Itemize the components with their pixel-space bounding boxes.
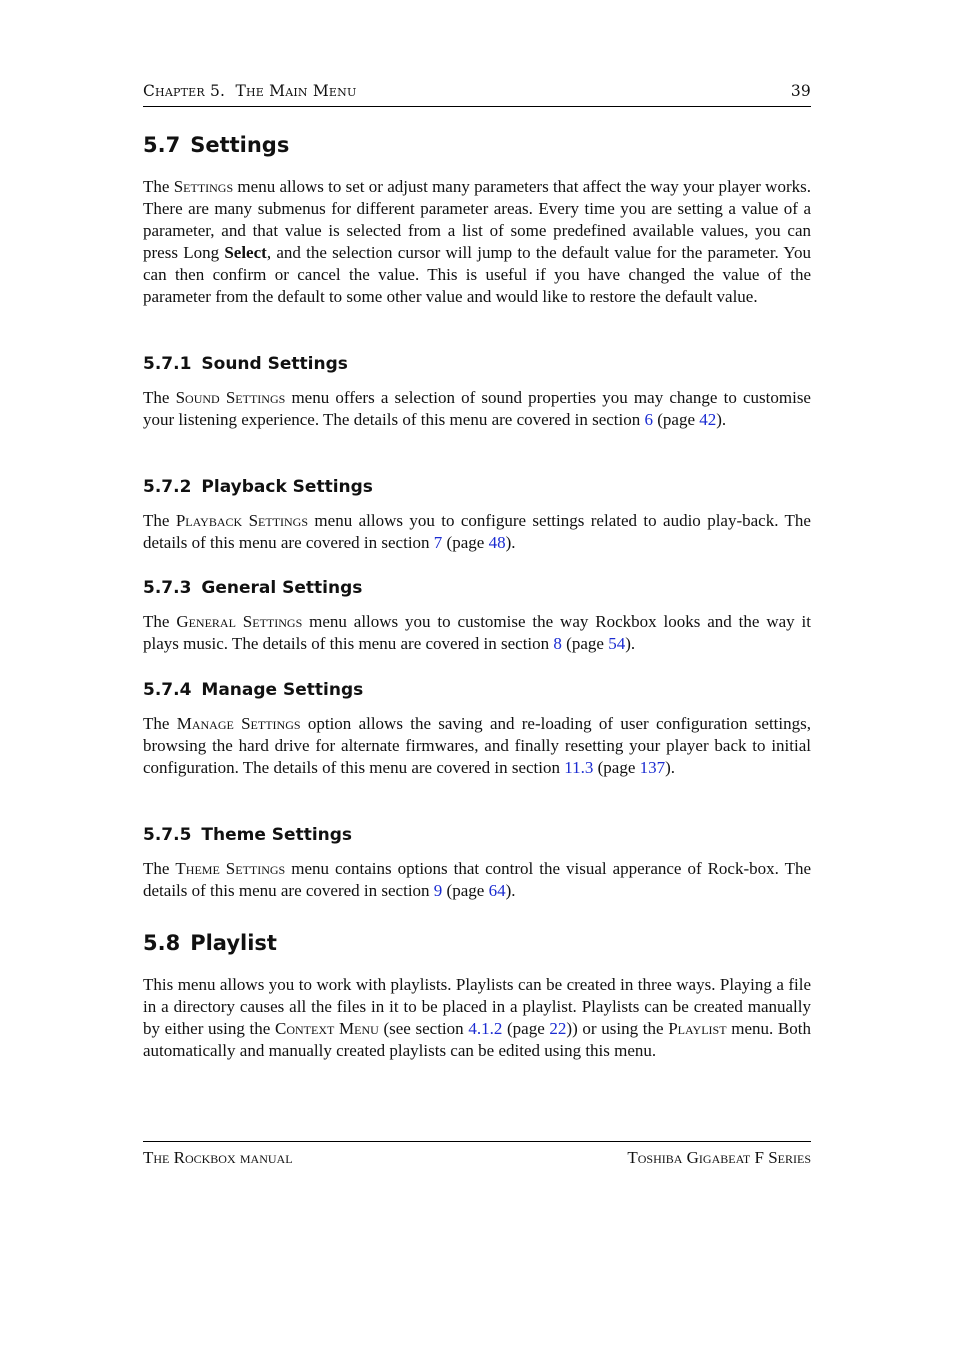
text-run: (page	[502, 1018, 550, 1038]
playback-settings-paragraph	[143, 510, 811, 554]
header-chapter-number: Chapter 5.	[143, 82, 226, 100]
section-link[interactable]: 6	[644, 409, 653, 429]
section-number: 5.7	[143, 133, 181, 157]
section-heading-settings	[143, 133, 289, 157]
text-run: The	[143, 177, 174, 196]
text-run: ).	[716, 409, 727, 429]
subsection-title: General Settings	[201, 578, 363, 598]
footer-device-name: Toshiba Gigabeat F Series	[627, 1148, 811, 1167]
subsection-number: 5.7.5	[143, 825, 192, 845]
menu-name: Sound Settings	[175, 388, 286, 407]
section-heading-playlist	[143, 931, 277, 955]
text-run: (page	[442, 532, 489, 552]
menu-name: Manage Settings	[176, 714, 301, 733]
text-run: menu allows to set or adjust many parameters that affect the way your player works. There are many submenus for different parameter areas. Every time you are setting a value of a parameter, and that value is selected from a list of some predefined available values, you can press Long	[143, 177, 811, 262]
section-title: Settings	[190, 133, 290, 157]
sound-settings-paragraph	[143, 387, 811, 431]
menu-name: Settings	[173, 177, 234, 196]
text-run: option allows the saving and re-loading of user configuration settings, browsing the hard drive for alternate firmwares, and finally resetting your player back to initial configuration. The details of this menu are covered in section	[143, 714, 811, 777]
text-run: The	[143, 511, 176, 530]
section-number: 5.8	[143, 931, 181, 955]
text-run: (page	[442, 880, 489, 900]
page-link[interactable]: 54	[608, 633, 626, 653]
menu-name: Theme Settings	[175, 859, 286, 878]
text-run: (page	[653, 409, 700, 429]
text-run: menu offers a selection of sound properties you may change to customise your listening experience. The details of this menu are covered in section	[143, 388, 811, 429]
menu-name: Playlist	[668, 1018, 727, 1038]
page-link[interactable]: 42	[699, 409, 717, 429]
text-run: The	[143, 612, 177, 631]
section-link[interactable]: 9	[433, 880, 443, 900]
text-run: (page	[561, 633, 609, 653]
menu-name: General Settings	[176, 612, 303, 631]
subsection-heading-manage-settings	[143, 680, 363, 700]
text-run: menu allows you to customise the way Rockbox looks and the way it plays music. The details of this menu are covered in section	[143, 612, 811, 653]
subsection-title: Sound Settings	[201, 354, 348, 374]
header-page-number: 39	[790, 82, 811, 100]
page-link[interactable]: 48	[488, 532, 506, 552]
subsection-number: 5.7.3	[143, 578, 192, 598]
menu-name: Context Menu	[275, 1018, 379, 1038]
playlist-paragraph	[143, 974, 811, 1062]
manage-settings-paragraph	[143, 713, 811, 779]
section-link[interactable]: 7	[433, 532, 443, 552]
text-run: ).	[505, 532, 516, 552]
subsection-title: Playback Settings	[201, 477, 373, 497]
text-run: The	[143, 714, 177, 733]
text-run: menu contains options that control the visual apperance of Rock-box. The details of this menu are covered in section	[143, 859, 811, 900]
section-title: Playlist	[190, 931, 277, 955]
text-run: , and the selection cursor will jump to the default value for the parameter. You can then confirm or cancel the value. This is useful if you have changed the value of the parameter from the default to some other value and would like to restore the default value.	[143, 242, 811, 306]
text-run: ).	[625, 633, 636, 653]
subsection-heading-playback-settings	[143, 477, 373, 497]
text-run: (see section	[378, 1018, 469, 1038]
text-run: menu allows you to configure settings related to audio play-back. The details of this menu are covered in section	[143, 511, 811, 552]
subsection-heading-theme-settings	[143, 825, 352, 845]
page-link[interactable]: 137	[639, 757, 666, 777]
text-run: ).	[505, 880, 516, 900]
page-link[interactable]: 64	[488, 880, 506, 900]
subsection-heading-general-settings	[143, 578, 362, 598]
footer-manual-title: The Rockbox manual	[143, 1148, 293, 1167]
subsection-title: Manage Settings	[201, 680, 364, 700]
running-footer	[143, 1141, 811, 1167]
header-chapter-title: The Main Menu	[235, 82, 357, 100]
page-link[interactable]: 22	[549, 1018, 567, 1038]
subsection-number: 5.7.1	[143, 354, 192, 374]
subsection-title: Theme Settings	[201, 825, 353, 845]
general-settings-paragraph	[143, 611, 811, 655]
text-run: )) or using the	[566, 1018, 669, 1038]
subsection-heading-sound-settings	[143, 354, 348, 374]
section-link[interactable]: 8	[553, 633, 562, 653]
section-link[interactable]: 11.3	[564, 757, 594, 777]
settings-paragraph	[143, 176, 811, 307]
text-run: The	[143, 388, 176, 407]
text-run: ).	[665, 757, 676, 777]
subsection-number: 5.7.4	[143, 680, 192, 700]
text-run: (page	[593, 757, 640, 777]
theme-settings-paragraph	[143, 858, 811, 902]
button-name: Select	[224, 242, 267, 262]
text-run: menu. Both automatically and manually created playlists can be edited using this menu.	[143, 1018, 811, 1060]
menu-name: Playback Settings	[175, 511, 309, 530]
text-run: The	[143, 859, 176, 878]
section-link[interactable]: 4.1.2	[468, 1018, 503, 1038]
running-header	[143, 82, 811, 107]
header-chapter	[143, 82, 356, 100]
subsection-number: 5.7.2	[143, 477, 192, 497]
text-run: This menu allows you to work with playlists. Playlists can be created in three ways. Playing a file in a directory causes all the files in it to be placed in a playlist. Playlists can be created manually by either using the	[143, 975, 811, 1038]
